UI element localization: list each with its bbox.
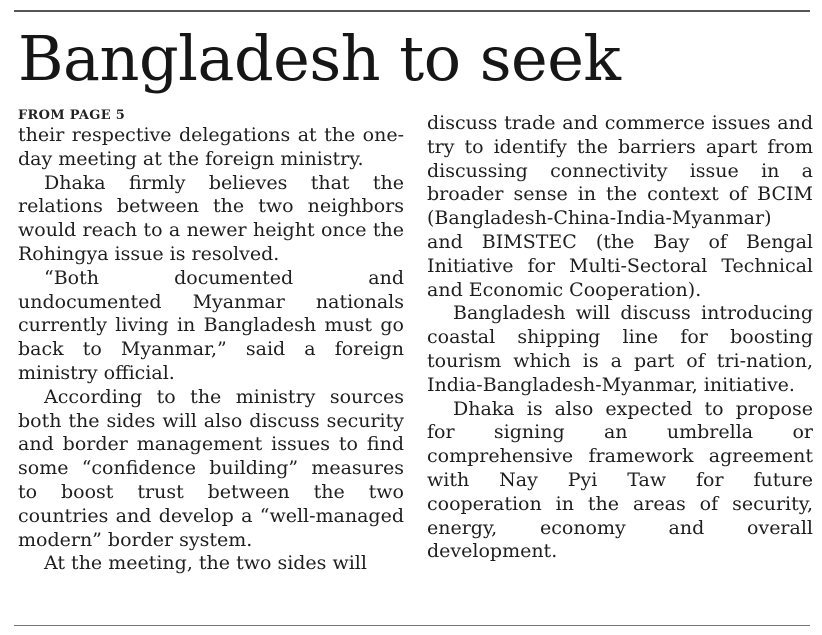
paragraph: discuss trade and commerce issues and try to identify the barriers apart from discussing connectivity issue in a broader sense in the context of BCIM (Bangladesh-China-India-Myanmar) and BIMSTEC (the Bay of Bengal Initiative for Multi-Sectoral Technical and Economic Cooperation). [427,112,813,301]
paragraph: Dhaka firmly believes that the relations between the two neighbors would reach to a newer height once the Rohingya issue is resolved. [18,171,404,265]
paragraph: Bangladesh will discuss introducing coastal shipping line for boosting tourism which is a part of tri-nation, India-Bangladesh-Myanmar, initiative. [427,302,813,396]
top-rule [14,10,810,12]
paragraph: “Both documented and undocumented Myanmar nationals currently living in Bangladesh must go back to Myanmar,” said a foreign ministry official. [18,266,404,384]
paragraph: At the meeting, the two sides will [44,552,367,575]
paragraph: Dhaka is also expected to propose for signing an umbrella or comprehensive framework agreement with Nay Pyi Taw for future cooperation in the areas of security, energy, economy and overall development. [427,397,813,563]
article-left-column [18,108,404,576]
paragraph: their respective delegations at the one-day meeting at the foreign ministry. [18,124,404,170]
continuation-label: FROM PAGE 5 [18,108,126,123]
article-right-column [427,112,813,564]
bottom-rule [14,625,810,626]
paragraph: According to the ministry sources both the sides will also discuss security and border management issues to find some “confidence building” measures to boost trust between the two countries and develop a “well-managed modern” border system. [18,385,404,551]
headline: Bangladesh to seek [18,22,621,95]
